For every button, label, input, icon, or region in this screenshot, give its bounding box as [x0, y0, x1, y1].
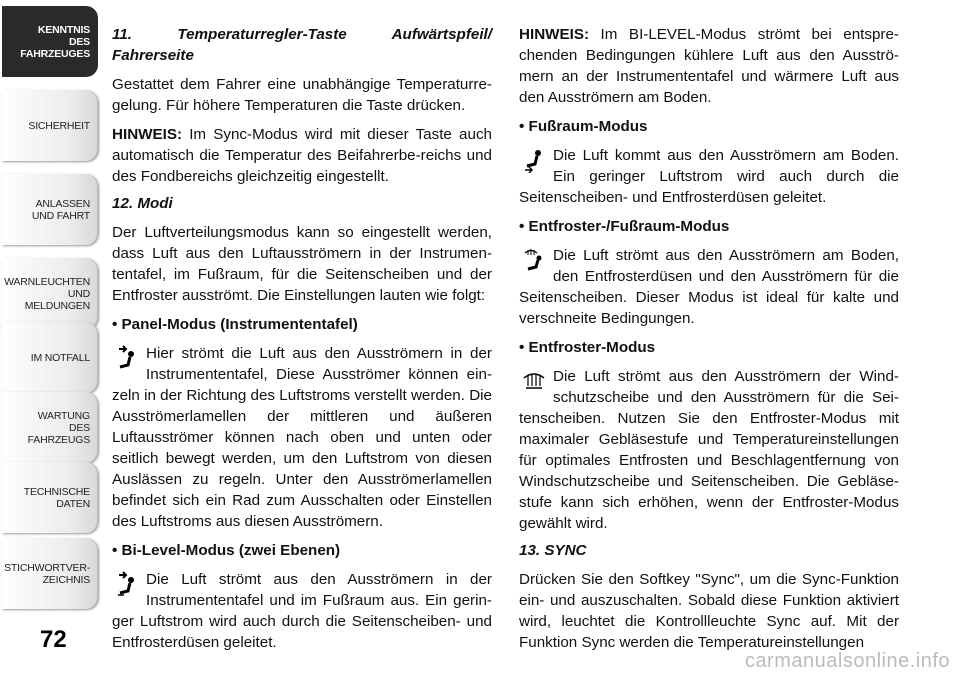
page-number: 72	[40, 626, 67, 653]
bilevel-mode-text: Die Luft strömt aus den Ausströmern in der Instrumententafel und im Fußraum aus. Ein gerin-ger Luftstrom wird auch durch die Seitenscheiben- und Entfrosterdüsen geleitet.	[112, 571, 492, 651]
defrost-mode-item	[519, 366, 899, 534]
tab-anlassen-und-fahrt[interactable]: ANLASSEN UND FAHRT	[2, 174, 98, 245]
tab-wartung-des-fahrzeugs[interactable]: WARTUNG DES FAHRZEUGS	[2, 392, 98, 463]
left-column	[112, 24, 492, 661]
section-13-heading: 13. SYNC	[519, 542, 587, 559]
section-13-text: Drücken Sie den Softkey "Sync", um die Sync-Funktion ein- und auszuschalten. Sobald diese Funktion aktiviert wird, leuchtet die Kontrollleuchte Sync auf. Mit der Funktion Sync werden die Temperatureinstellungen	[519, 571, 899, 651]
defrost-mode-title: • Entfroster-Modus	[519, 337, 899, 358]
panel-mode-icon	[116, 345, 140, 375]
panel-mode-item	[112, 343, 492, 532]
defrost-floor-mode-text: Die Luft strömt aus den Ausströmern am Boden, den Entfrosterdüsen und den Ausströmern für die Seitenscheiben. Dieser Modus ist ideal für kalte und verschneite Bedingungen.	[519, 247, 899, 327]
bilevel-mode-title: • Bi-Level-Modus (zwei Ebenen)	[112, 540, 492, 561]
defrost-mode-text: Die Luft strömt aus den Ausströmern der Wind-schutzscheibe und den Ausströmern für die Sei-tenscheiben. Nutzen Sie den Entfroster-Modus mit maximaler Gebläsestufe und Temperatureinstellungen für optimales Entfrosten und Beschlagentfernung von Windschutzscheibe und Seitenscheiben. Die Gebläse-stufe kann sich erhöhen, wenn der Entfroster-Modus gewählt wird.	[519, 368, 899, 532]
tab-warnleuchten-und-meldungen[interactable]: WARNLEUCHTEN UND MELDUNGEN	[2, 258, 98, 329]
watermark: carmanualsonline.info	[744, 650, 950, 672]
section-11-heading: 11. Temperaturregler-Taste Aufwärtspfeil/ Fahrerseite	[112, 26, 492, 64]
panel-mode-title: • Panel-Modus (Instrumententafel)	[112, 314, 492, 335]
floor-mode-title: • Fußraum-Modus	[519, 116, 899, 137]
note-bilevel	[519, 24, 899, 108]
tab-sicherheit[interactable]: SICHERHEIT	[2, 90, 98, 161]
bilevel-mode-icon	[116, 571, 140, 601]
floor-mode-text: Die Luft kommt aus den Ausströmern am Boden. Ein geringer Luftstrom wird auch durch die Seitenscheiben- und Entfrosterdüsen geleitet.	[519, 147, 899, 206]
tab-im-notfall[interactable]: IM NOTFALL	[2, 322, 98, 393]
tab-kenntnis-des-fahrzeuges[interactable]: KENNTNIS DES FAHRZEUGES	[2, 6, 98, 77]
note-text: Im BI-LEVEL-Modus strömt bei entspre-chenden Bedingungen kühlere Luft aus den Ausströ-mern an der Instrumententafel und wärmere Luft aus den Ausströmern am Boden.	[519, 26, 899, 106]
chapter-sidebar	[0, 0, 100, 678]
defrost-floor-mode-icon	[523, 247, 547, 277]
note-label: HINWEIS:	[519, 26, 590, 43]
bilevel-mode-item	[112, 569, 492, 653]
floor-mode-item	[519, 145, 899, 208]
note-text: Im Sync-Modus wird mit dieser Taste auch automatisch die Temperatur des Beifahrerbe-reichs und des Fondbereichs gleichzeitig eingestellt.	[112, 126, 492, 185]
tab-technische-daten[interactable]: TECHNISCHE DATEN	[2, 462, 98, 533]
note-sync	[112, 124, 492, 187]
section-12-text: Der Luftverteilungsmodus kann so eingestellt werden, dass Luft aus den Luftausströmern in der Instrumen-tentafel, im Fußraum, für die Seitenscheiben und der Entfroster ausströmt. Die Einstellungen lauten wie folgt:	[112, 224, 492, 304]
panel-mode-text: Hier strömt die Luft aus den Ausströmern in der Instrumententafel, Diese Ausströmer können ein-zeln in der Richtung des Luftstroms verstellt werden. Die Ausströmerlamellen der mittleren und äußeren Luftausströmer können nach oben und unten oder seitlich bewegt werden, um den Luftstrom von diesen Auslässen zu regeln. Unter den Ausströmerlamellen befindet sich ein Rad zum Ausschalten oder Einstellen des Luftstroms aus diesen Ausströmern.	[112, 345, 492, 530]
defrost-floor-mode-item	[519, 245, 899, 329]
tab-stichwortverzeichnis[interactable]: STICHWORTVER- ZEICHNIS	[2, 538, 98, 609]
note-label: HINWEIS:	[112, 126, 183, 143]
defrost-mode-icon	[523, 368, 547, 398]
defrost-floor-mode-title: • Entfroster-/Fußraum-Modus	[519, 216, 899, 237]
section-11-text: Gestattet dem Fahrer eine unabhängige Temperaturre-gelung. Für höhere Temperaturen die Taste drücken.	[112, 76, 492, 114]
section-12-heading: 12. Modi	[112, 195, 173, 212]
floor-mode-icon	[523, 147, 547, 177]
right-column	[519, 24, 899, 661]
